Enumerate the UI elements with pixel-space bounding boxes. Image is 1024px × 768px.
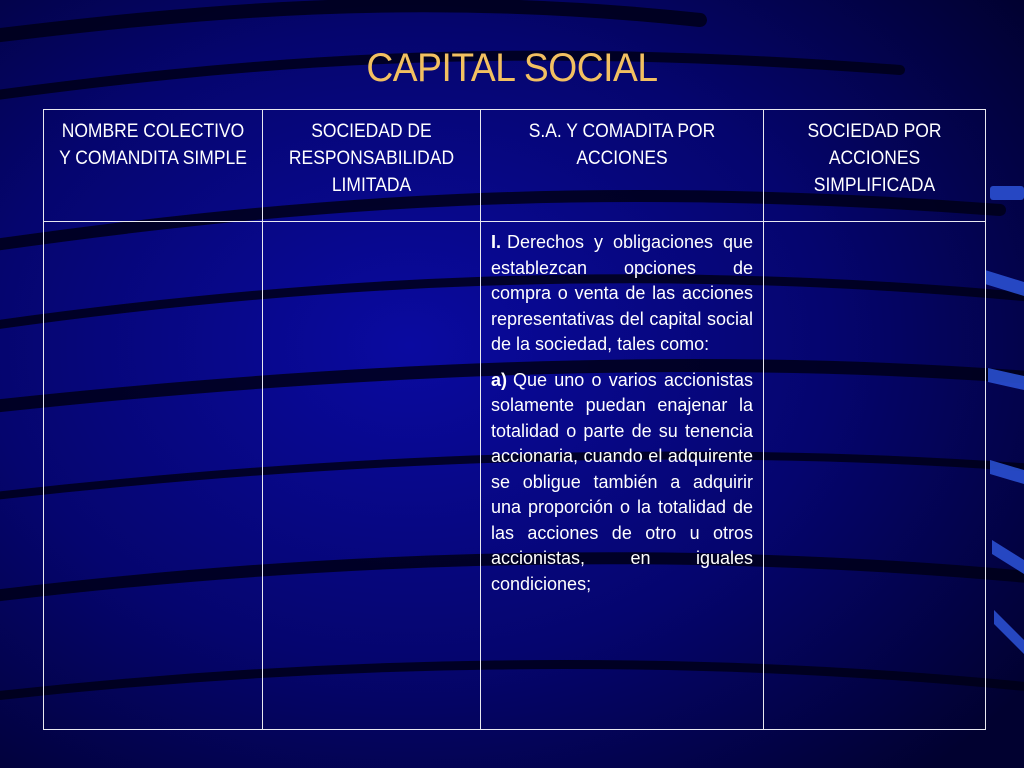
header-label: S.A. Y COMADITA POR ACCIONES	[528, 121, 716, 169]
capital-social-table	[43, 109, 986, 730]
paragraph-text: Derechos y obligaciones que establezcan opciones de compra o venta de las acciones representativas del capital social de la sociedad, tales como:	[491, 232, 753, 354]
header-label: SOCIEDAD POR ACCIONES SIMPLIFICADA	[807, 121, 942, 196]
cell-nombre-colectivo	[44, 222, 263, 730]
header-nombre-colectivo	[44, 110, 263, 222]
paragraph-inciso-a	[491, 368, 753, 598]
header-sociedad-responsabilidad-limitada	[263, 110, 481, 222]
table-header-row	[44, 110, 986, 222]
cell-sociedad-responsabilidad-limitada	[263, 222, 481, 730]
slide-title: CAPITAL SOCIAL	[366, 46, 658, 90]
header-sociedad-acciones-simplificada	[764, 110, 986, 222]
table-row	[44, 222, 986, 730]
paragraph-marker: I.	[491, 232, 502, 252]
cell-sa-comandita-acciones	[481, 222, 764, 730]
paragraph-text: Que uno o varios accionistas solamente puedan enajenar la totalidad o parte de su tenencia accionaria, cuando el adquirente se obligue también a adquirir una proporción o la totalidad de las acciones de otro u otros accionistas, en iguales condiciones;	[491, 369, 753, 594]
cell-sociedad-acciones-simplificada	[764, 222, 986, 730]
paragraph-derechos-obligaciones	[491, 230, 753, 358]
header-label: SOCIEDAD DE RESPONSABILIDAD LIMITADA	[288, 121, 455, 196]
header-label: NOMBRE COLECTIVO Y COMANDITA SIMPLE	[59, 121, 247, 169]
header-sa-comandita-acciones	[481, 110, 764, 222]
paragraph-marker: a)	[491, 369, 508, 390]
